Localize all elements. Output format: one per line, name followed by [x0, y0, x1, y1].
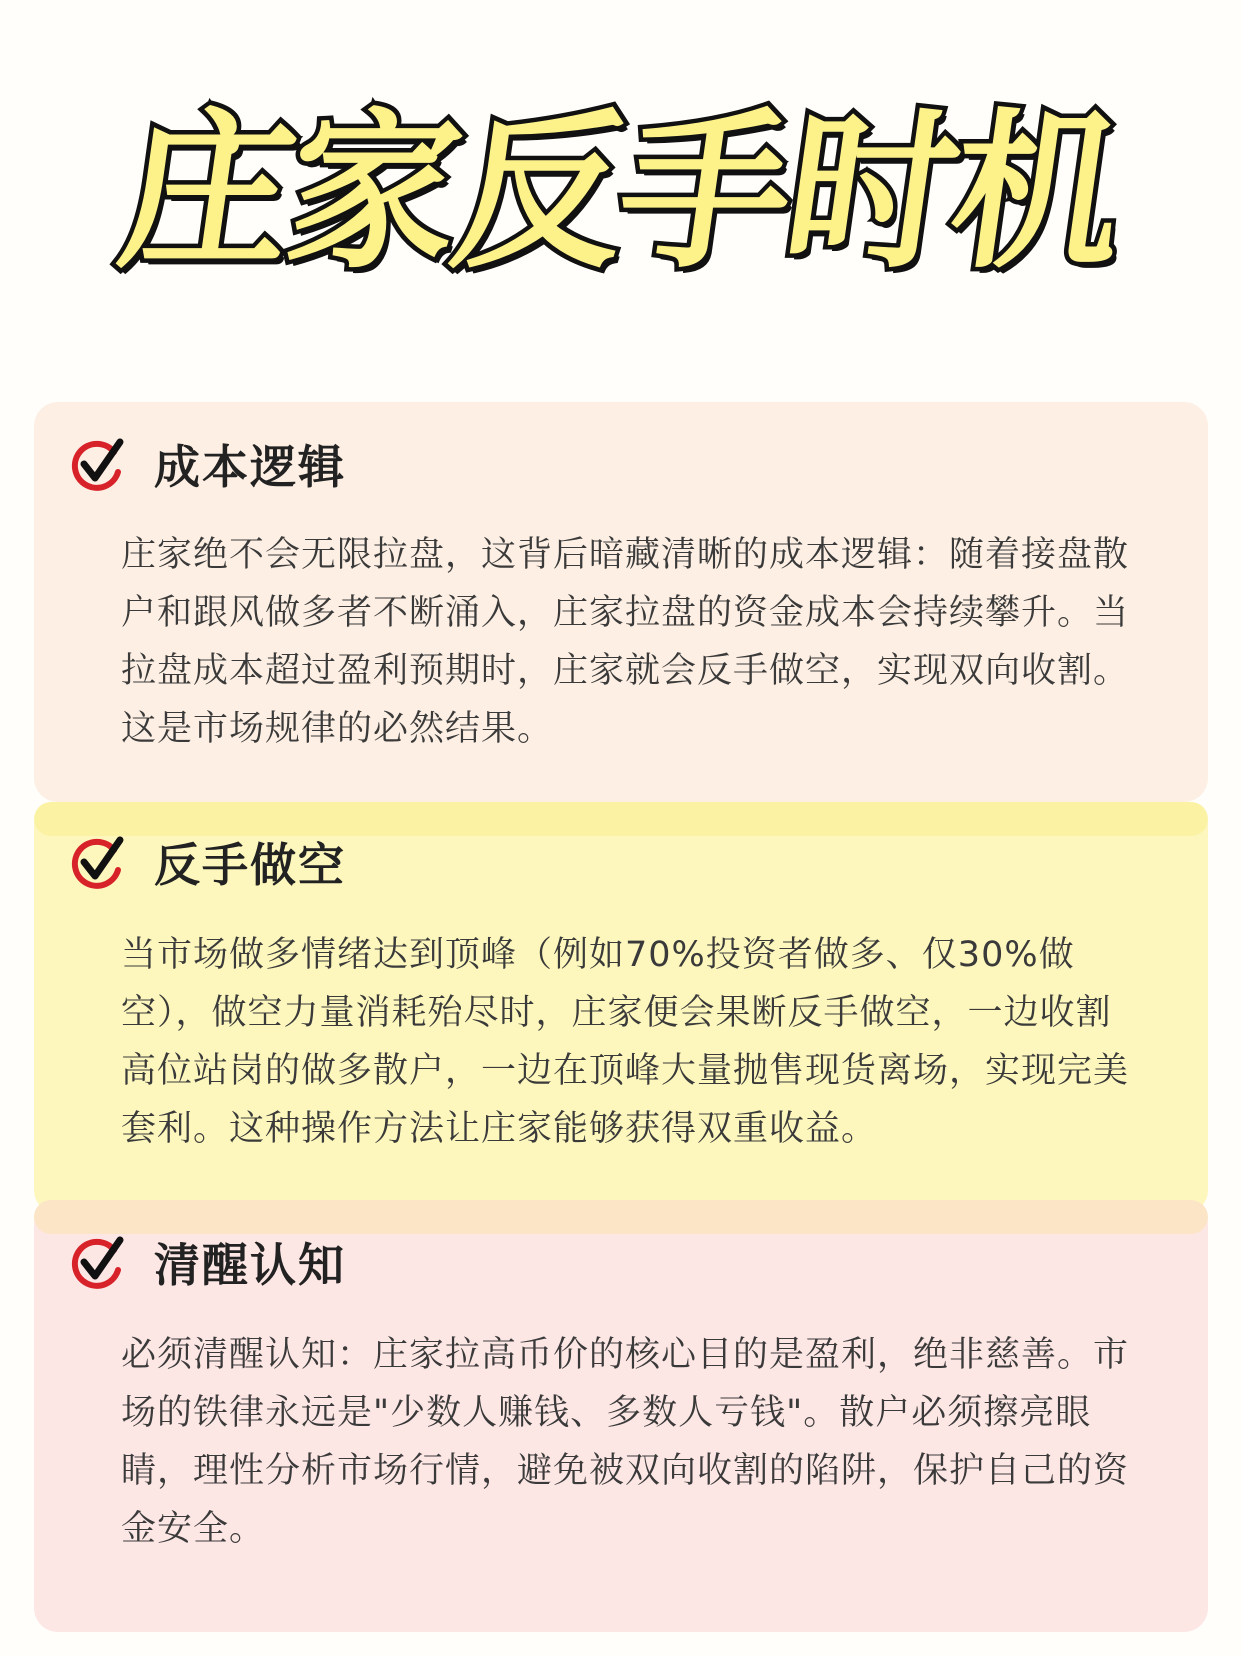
- section-heading-text: 反手做空: [154, 838, 346, 892]
- section-body-text: 必须清醒认知：庄家拉高币价的核心目的是盈利，绝非慈善。市场的铁律永远是"少数人赚钱、多数人亏钱"。散户必须擦亮眼睛，理性分析市场行情，避免被双向收割的陷阱，保护自己的资金安全。: [121, 1335, 1130, 1549]
- check-icon: [70, 1234, 126, 1290]
- section-card-cost-logic: [34, 402, 1208, 802]
- section-heading: [70, 432, 346, 496]
- section-heading-text: 清醒认知: [154, 1238, 346, 1292]
- section-body-text: 庄家绝不会无限拉盘，这背后暗藏清晰的成本逻辑：随着接盘散户和跟风做多者不断涌入，庄家拉盘的资金成本会持续攀升。当拉盘成本超过盈利预期时，庄家就会反手做空，实现双向收割。这是市场规律的必然结果。: [121, 535, 1130, 749]
- section-card-reverse-short: [34, 802, 1208, 1214]
- page-title: 庄家反手时机: [109, 94, 1133, 292]
- section-card-clear-awareness: [34, 1200, 1208, 1632]
- check-icon: [70, 834, 126, 890]
- section-heading: [70, 1230, 346, 1294]
- check-icon: [70, 436, 126, 492]
- section-heading-text: 成本逻辑: [154, 440, 346, 494]
- section-body-text: 当市场做多情绪达到顶峰（例如70%投资者做多、仅30%做空），做空力量消耗殆尽时，庄家便会果断反手做空，一边收割高位站岗的做多散户，一边在顶峰大量抛售现货离场，实现完美套利。这种操作方法让庄家能够获得双重收益。: [121, 935, 1130, 1149]
- section-heading: [70, 830, 346, 894]
